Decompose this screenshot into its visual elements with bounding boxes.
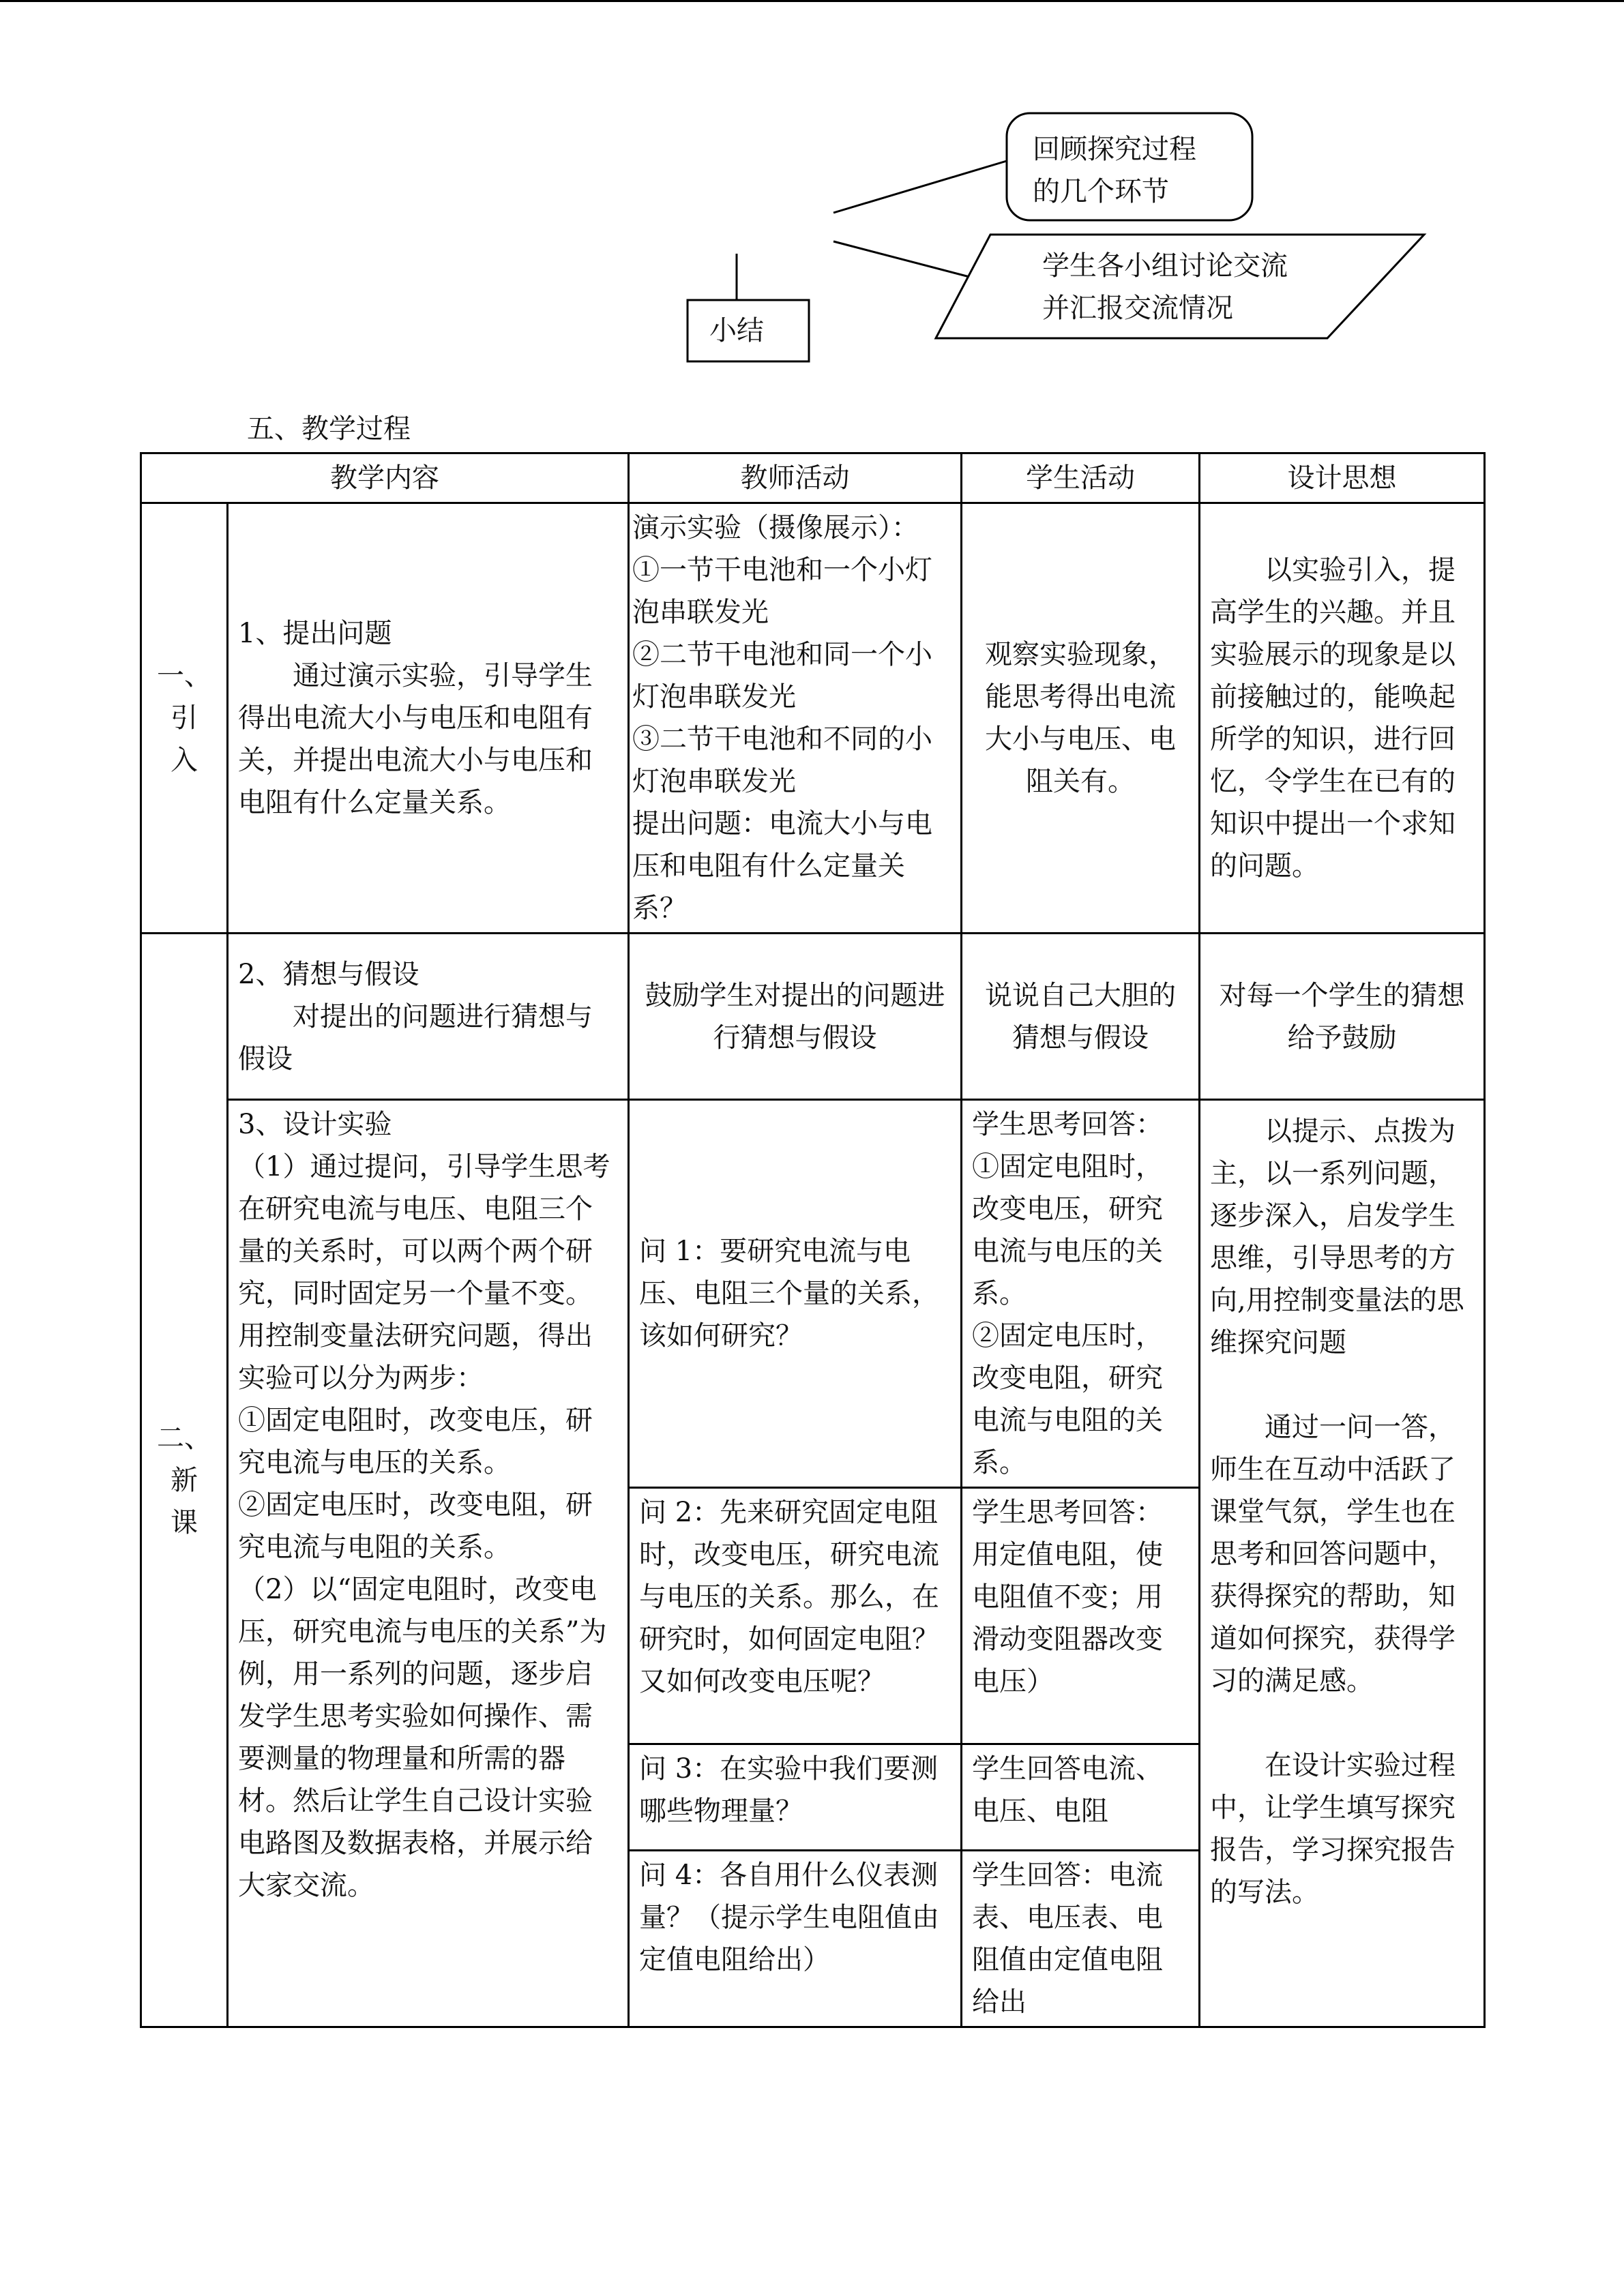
q4-teacher-cell: 问 4：各自用什么仪表测量？（提示学生电阻值由定值电阻给出）: [629, 1851, 962, 2027]
connector-lower: [833, 241, 990, 282]
summary-box-label: 小结: [709, 315, 764, 346]
table-row: [141, 934, 1485, 1100]
guess-design-cell: 对每一个学生的猜想给予鼓励: [1200, 934, 1485, 1100]
discuss-box-label: 学生各小组讨论交流 并汇报交流情况: [1042, 250, 1288, 324]
connector-upper: [833, 161, 1007, 213]
stage-label-line: 引: [171, 702, 198, 734]
design-thought-cell: [1200, 1100, 1485, 2027]
header-design: 设计思想: [1200, 453, 1485, 503]
table-row: [141, 1100, 1485, 1488]
intro-content-cell: [228, 503, 629, 934]
stage-label-line: 二、: [157, 1422, 211, 1454]
guess-teacher-cell: 鼓励学生对提出的问题进行猜想与假设: [629, 934, 962, 1100]
guess-student-cell: 说说自己大胆的猜想与假设: [962, 934, 1200, 1100]
stage-label-line: 课: [171, 1506, 198, 1538]
summary-diagram: [0, 0, 1624, 423]
design-content-cell: [228, 1100, 629, 2027]
q3-teacher-cell: 问 3：在实验中我们要测哪些物理量？: [629, 1744, 962, 1851]
header-teacher: 教师活动: [629, 453, 962, 503]
stage-label-line: 一、: [157, 660, 211, 691]
design-content-body: （1）通过提问，引导学生思考在研究电流与电压、电阻三个量的关系时，可以两个两个研究，同时固定另一个量不变。用控制变量法研究问题，得出实验可以分为两步： ①固定电阻时，改变电压，研究电流与电压的关系。 ②固定电压时，改变电阻，研究电流与电阻的关系。 （2）以“固定电阻时，改变电压，研究电流与电压的关系”为例，用一系列的问题，逐步启发学生思考实验如何操作、需要测量的物理量和所需的器材。然后让学生自己设计实验电路图及数据表格，并展示给大家交流。: [238, 1151, 610, 1901]
intro-student-cell: 观察实验现象，能思考得出电流大小与电压、电阻关有。: [962, 503, 1200, 934]
intro-content-body: 通过演示实验，引导学生得出电流大小与电压和电阻有关，并提出电流大小与电压和电阻有什么定量关系。: [238, 660, 593, 818]
design-thought-1: 以提示、点拨为主，以一系列问题，逐步深入，启发学生思维，引导思考的方向,用控制变量法的思维探究问题: [1210, 1116, 1464, 1358]
q4-student-cell: 学生回答：电流表、电压表、电阻值由定值电阻给出: [962, 1851, 1200, 2027]
guess-content-body: 对提出的问题进行猜想与假设: [238, 1000, 593, 1075]
q2-student-cell: 学生思考回答：用定值电阻，使电阻值不变；用滑动变阻器改变电压）: [962, 1488, 1200, 1744]
design-thought-3: 在设计实验过程中，让学生填写探究报告，学习探究报告的写法。: [1210, 1750, 1456, 1908]
intro-content-title: 1、提出问题: [238, 618, 392, 649]
q1-student-cell: 学生思考回答： ①固定电阻时，改变电压，研究电流与电压的关系。 ②固定电压时，改变电阻，研究电流与电阻的关系。: [962, 1100, 1200, 1488]
stage-label-line: 入: [171, 745, 198, 776]
review-box-label: 回顾探究过程 的几个环节: [1033, 134, 1196, 207]
design-content-title: 3、设计实验: [238, 1109, 392, 1140]
intro-design-cell: 以实验引入，提高学生的兴趣。并且实验展示的现象是以前接触过的，能唤起所学的知识，进行回忆，令学生在已有的知识中提出一个求知的问题。: [1200, 503, 1485, 934]
stage-label-intro: [141, 503, 228, 934]
table-row: [141, 503, 1485, 934]
header-student: 学生活动: [962, 453, 1200, 503]
q2-teacher-cell: 问 2：先来研究固定电阻时，改变电压，研究电流与电压的关系。那么，在研究时，如何固定电阻？又如何改变电压呢？: [629, 1488, 962, 1744]
stage-label-line: 新: [171, 1464, 198, 1496]
intro-teacher-cell: 演示实验（摄像展示）： ①一节干电池和一个小灯泡串联发光 ②二节干电池和同一个小灯泡串联发光 ③二节干电池和不同的小灯泡串联发光 提出问题：电流大小与电压和电阻有什么定量关系？: [629, 503, 962, 934]
guess-content-title: 2、猜想与假设: [238, 958, 419, 990]
q3-student-cell: 学生回答电流、电压、电阻: [962, 1744, 1200, 1851]
guess-content-cell: [228, 934, 629, 1100]
stage-label-new: [141, 934, 228, 2027]
design-thought-2: 通过一问一答，师生在互动中活跃了课堂气氛，学生也在思考和回答问题中，获得探究的帮助，知道如何探究，获得学习的满足感。: [1210, 1412, 1456, 1697]
table-header-row: [141, 453, 1485, 503]
q1-teacher-cell: 问 1：要研究电流与电压、电阻三个量的关系，该如何研究？: [629, 1100, 962, 1488]
section-title: 五、教学过程: [247, 413, 411, 445]
header-content: 教学内容: [141, 453, 629, 503]
teaching-process-table: [140, 452, 1486, 2028]
